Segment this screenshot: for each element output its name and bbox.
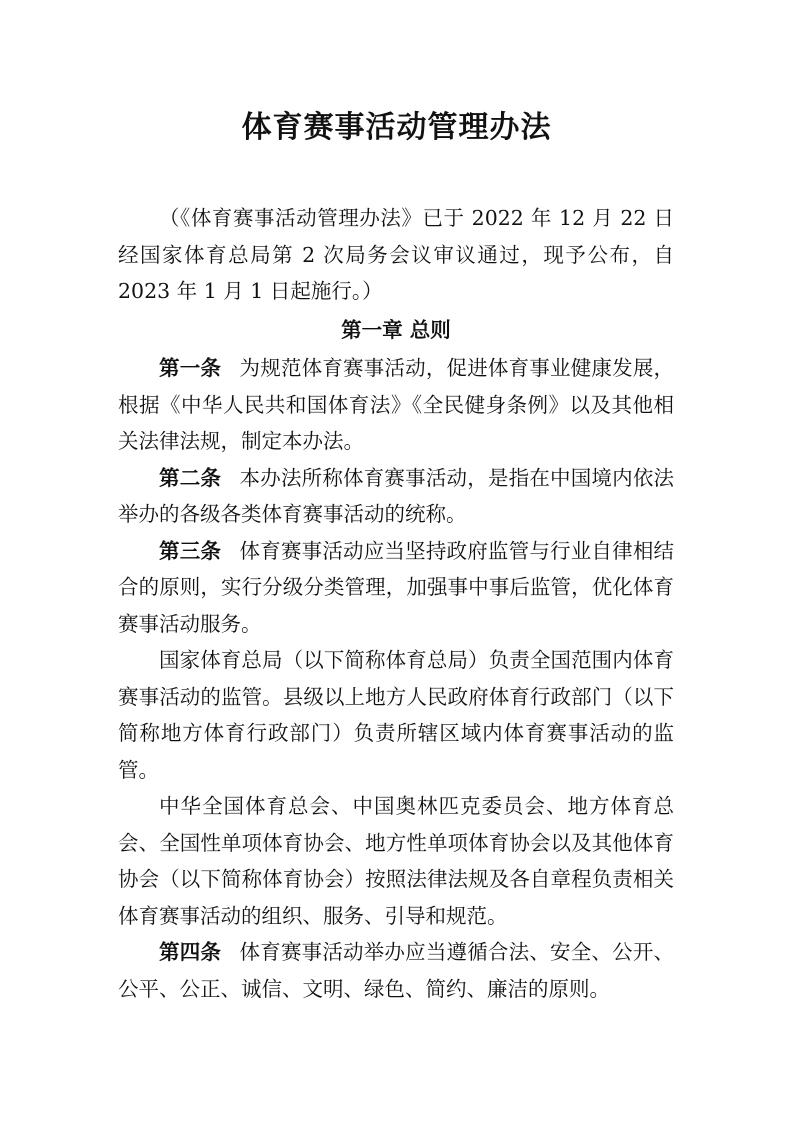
article-text: 体育赛事活动举办应当遵循合法、安全、公开、公平、公正、诚信、文明、绿色、简约、廉洁的原则。	[118, 940, 675, 1001]
chapter-heading: 第一章 总则	[341, 317, 451, 342]
article-label: 第三条	[159, 538, 222, 563]
article-2	[118, 460, 674, 533]
article-3-paragraph-3: 中华全国体育总会、中国奥林匹克委员会、地方体育总会、全国性单项体育协会、地方性单项体育协会以及其他体育协会（以下简称体育协会）按照法律法规及各自章程负责相关体育赛事活动的组织、服务、引导和规范。	[118, 794, 674, 928]
article-label: 第二条	[159, 465, 222, 490]
document-body	[118, 200, 674, 1007]
article-label: 第一条	[159, 356, 222, 380]
document-title: 体育赛事活动管理办法	[241, 110, 552, 145]
article-3	[118, 533, 674, 643]
preamble: （《体育赛事活动管理办法》已于 2022 年 12 月 22 日经国家体育总局第 2 次局务会议审议通过，现予公布，自 2023 年 1 月 1 日起施行。）	[118, 206, 674, 303]
article-text: 为规范体育赛事活动，促进体育事业健康发展，根据《中华人民共和国体育法》《全民健身条例》以及其他相关法律法规，制定本办法。	[118, 356, 675, 453]
article-label: 第四条	[159, 940, 222, 964]
article-text: 本办法所称体育赛事活动，是指在中国境内依法举办的各级各类体育赛事活动的统称。	[118, 465, 675, 526]
article-4	[118, 934, 674, 1007]
article-3-paragraph-2: 国家体育总局（以下简称体育总局）负责全国范围内体育赛事活动的监管。县级以上地方人民政府体育行政部门（以下简称地方体育行政部门）负责所辖区域内体育赛事活动的监管。	[118, 648, 674, 782]
article-text: 体育赛事活动应当坚持政府监管与行业自律相结合的原则，实行分级分类管理，加强事中事后监管，优化体育赛事活动服务。	[118, 538, 675, 636]
article-1	[118, 350, 674, 460]
